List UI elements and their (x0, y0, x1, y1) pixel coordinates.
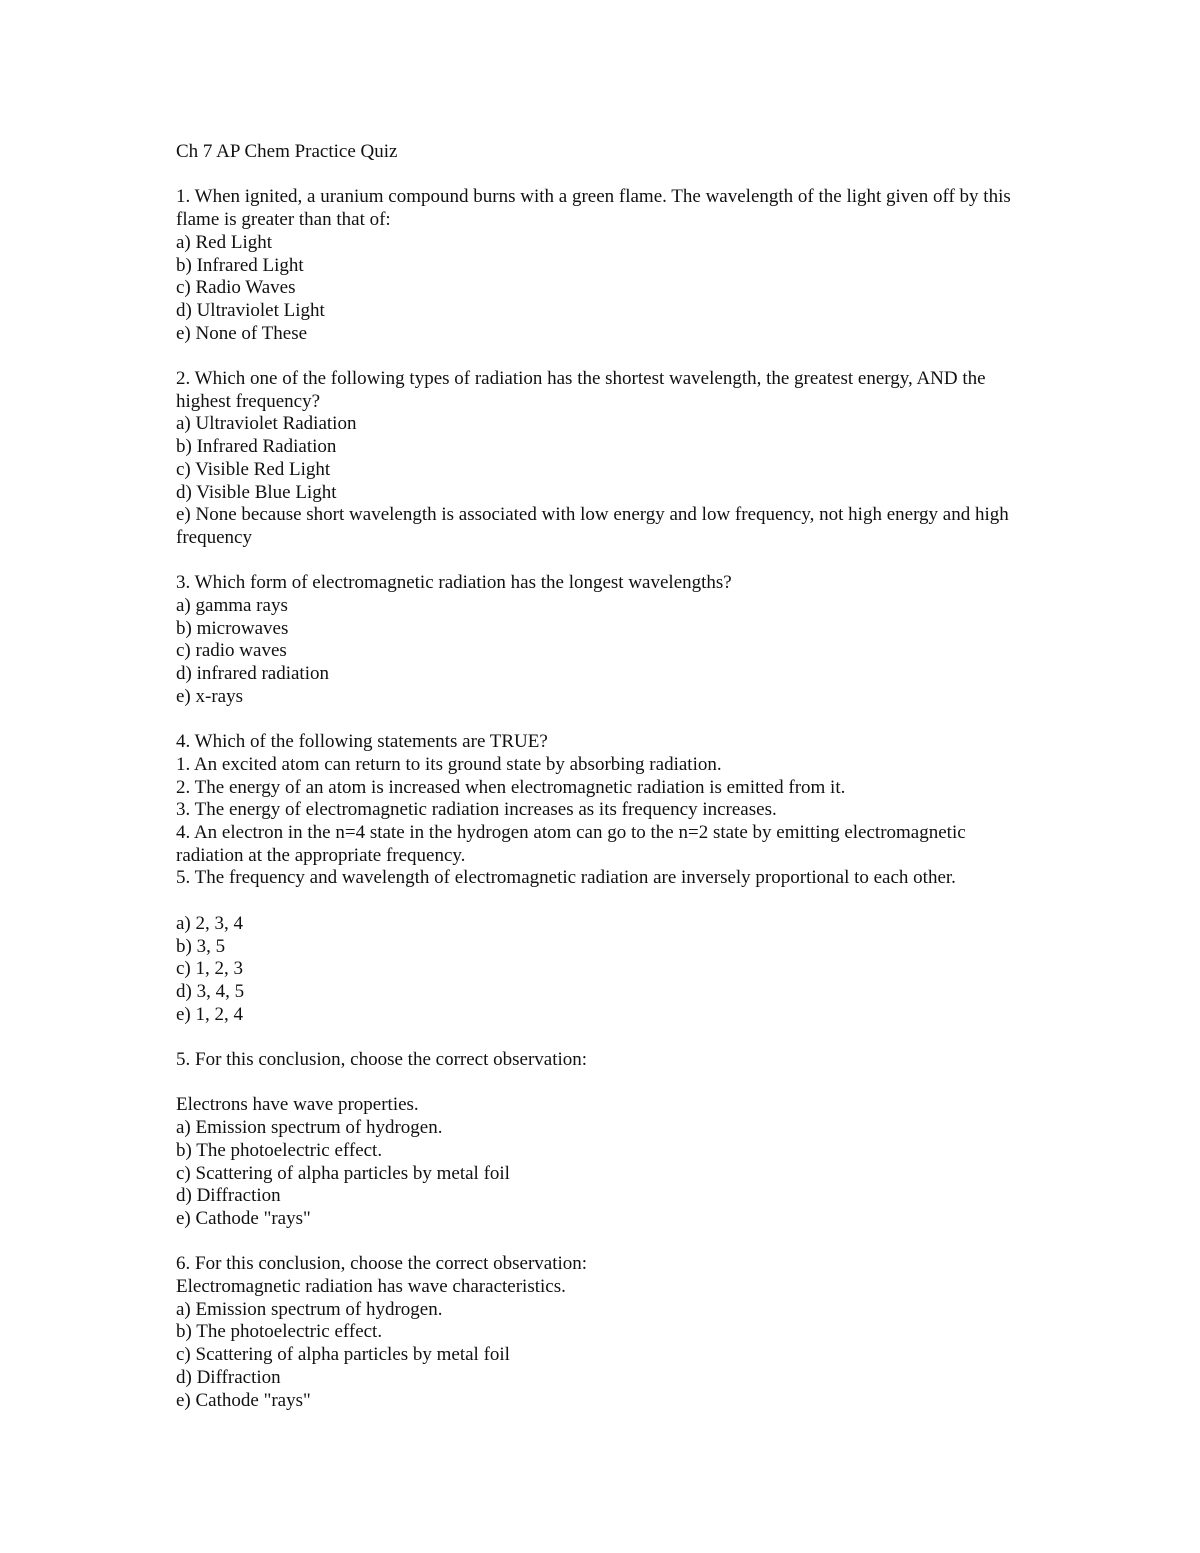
answer-option: c) 1, 2, 3 (176, 958, 244, 980)
answer-option: e) Cathode "rays" (176, 1207, 311, 1229)
answer-option: c) Scattering of alpha particles by metal foil (176, 1162, 510, 1184)
answer-option: e) None because short wavelength is associated with low energy and low frequency, not high energy and high frequency (176, 504, 1009, 548)
statement: 5. The frequency and wavelength of electromagnetic radiation are inversely proportional to each other. (176, 867, 956, 889)
answer-option: c) Scattering of alpha particles by metal foil (176, 1344, 510, 1366)
spacer (176, 1231, 1036, 1254)
question-6 (176, 1253, 1036, 1412)
question-prompt: 5. For this conclusion, choose the correct observation: (176, 1049, 588, 1071)
answer-option: b) Infrared Light (176, 254, 304, 276)
spacer (176, 1072, 1036, 1095)
conclusion-text: Electromagnetic radiation has wave characteristics. (176, 1276, 566, 1298)
answer-option: b) The photoelectric effect. (176, 1321, 383, 1343)
page-title: Ch 7 AP Chem Practice Quiz (176, 141, 398, 162)
answer-option: e) Cathode "rays" (176, 1389, 311, 1411)
answer-option: d) infrared radiation (176, 663, 329, 685)
question-prompt: 4. Which of the following statements are TRUE? (176, 731, 548, 753)
question-5 (176, 1049, 1036, 1231)
question-prompt: 1. When ignited, a uranium compound burns with a green flame. The wavelength of the light given off by this flame is greater than that of: (176, 186, 1011, 231)
answer-option: e) 1, 2, 4 (176, 1003, 244, 1025)
answer-option: a) gamma rays (176, 595, 288, 617)
answer-option: a) Emission spectrum of hydrogen. (176, 1117, 443, 1139)
spacer (176, 709, 1036, 732)
answer-option: b) microwaves (176, 617, 289, 639)
question-prompt: 3. Which form of electromagnetic radiation has the longest wavelengths? (176, 572, 732, 594)
conclusion-text: Electrons have wave properties. (176, 1094, 419, 1116)
answer-option: a) 2, 3, 4 (176, 912, 244, 934)
answer-option: e) None of These (176, 322, 308, 344)
statement: 1. An excited atom can return to its ground state by absorbing radiation. (176, 753, 722, 775)
answer-option: d) Visible Blue Light (176, 481, 337, 503)
answer-option: d) Diffraction (176, 1185, 281, 1207)
answer-option: c) Radio Waves (176, 277, 296, 299)
answer-option: c) Visible Red Light (176, 458, 331, 480)
question-3 (176, 572, 1036, 708)
document-page (176, 141, 1036, 1412)
answer-option: b) 3, 5 (176, 935, 226, 957)
statement: 4. An electron in the n=4 state in the hydrogen atom can go to the n=2 state by emitting electromagnetic radiation at the appropriate frequency. (176, 822, 966, 866)
answer-option: c) radio waves (176, 640, 287, 662)
answer-option: a) Emission spectrum of hydrogen. (176, 1298, 443, 1320)
spacer (176, 550, 1036, 573)
answer-option: b) The photoelectric effect. (176, 1139, 383, 1161)
spacer (176, 164, 1036, 187)
answer-option: e) x-rays (176, 685, 243, 707)
question-2 (176, 368, 1036, 550)
answer-option: d) 3, 4, 5 (176, 980, 245, 1002)
question-1 (176, 186, 1036, 345)
answer-option: d) Ultraviolet Light (176, 299, 325, 321)
spacer (176, 890, 1036, 913)
answer-option: b) Infrared Radiation (176, 436, 337, 458)
statement: 3. The energy of electromagnetic radiation increases as its frequency increases. (176, 799, 777, 821)
question-prompt: 2. Which one of the following types of radiation has the shortest wavelength, the greatest energy, AND the highest frequency? (176, 368, 986, 412)
answer-option: d) Diffraction (176, 1366, 281, 1388)
spacer (176, 1026, 1036, 1049)
spacer (176, 345, 1036, 368)
question-prompt: 6. For this conclusion, choose the correct observation: (176, 1253, 588, 1275)
statement: 2. The energy of an atom is increased when electromagnetic radiation is emitted from it. (176, 776, 846, 798)
question-4 (176, 731, 1036, 1026)
answer-option: a) Red Light (176, 231, 273, 253)
answer-option: a) Ultraviolet Radiation (176, 413, 357, 435)
